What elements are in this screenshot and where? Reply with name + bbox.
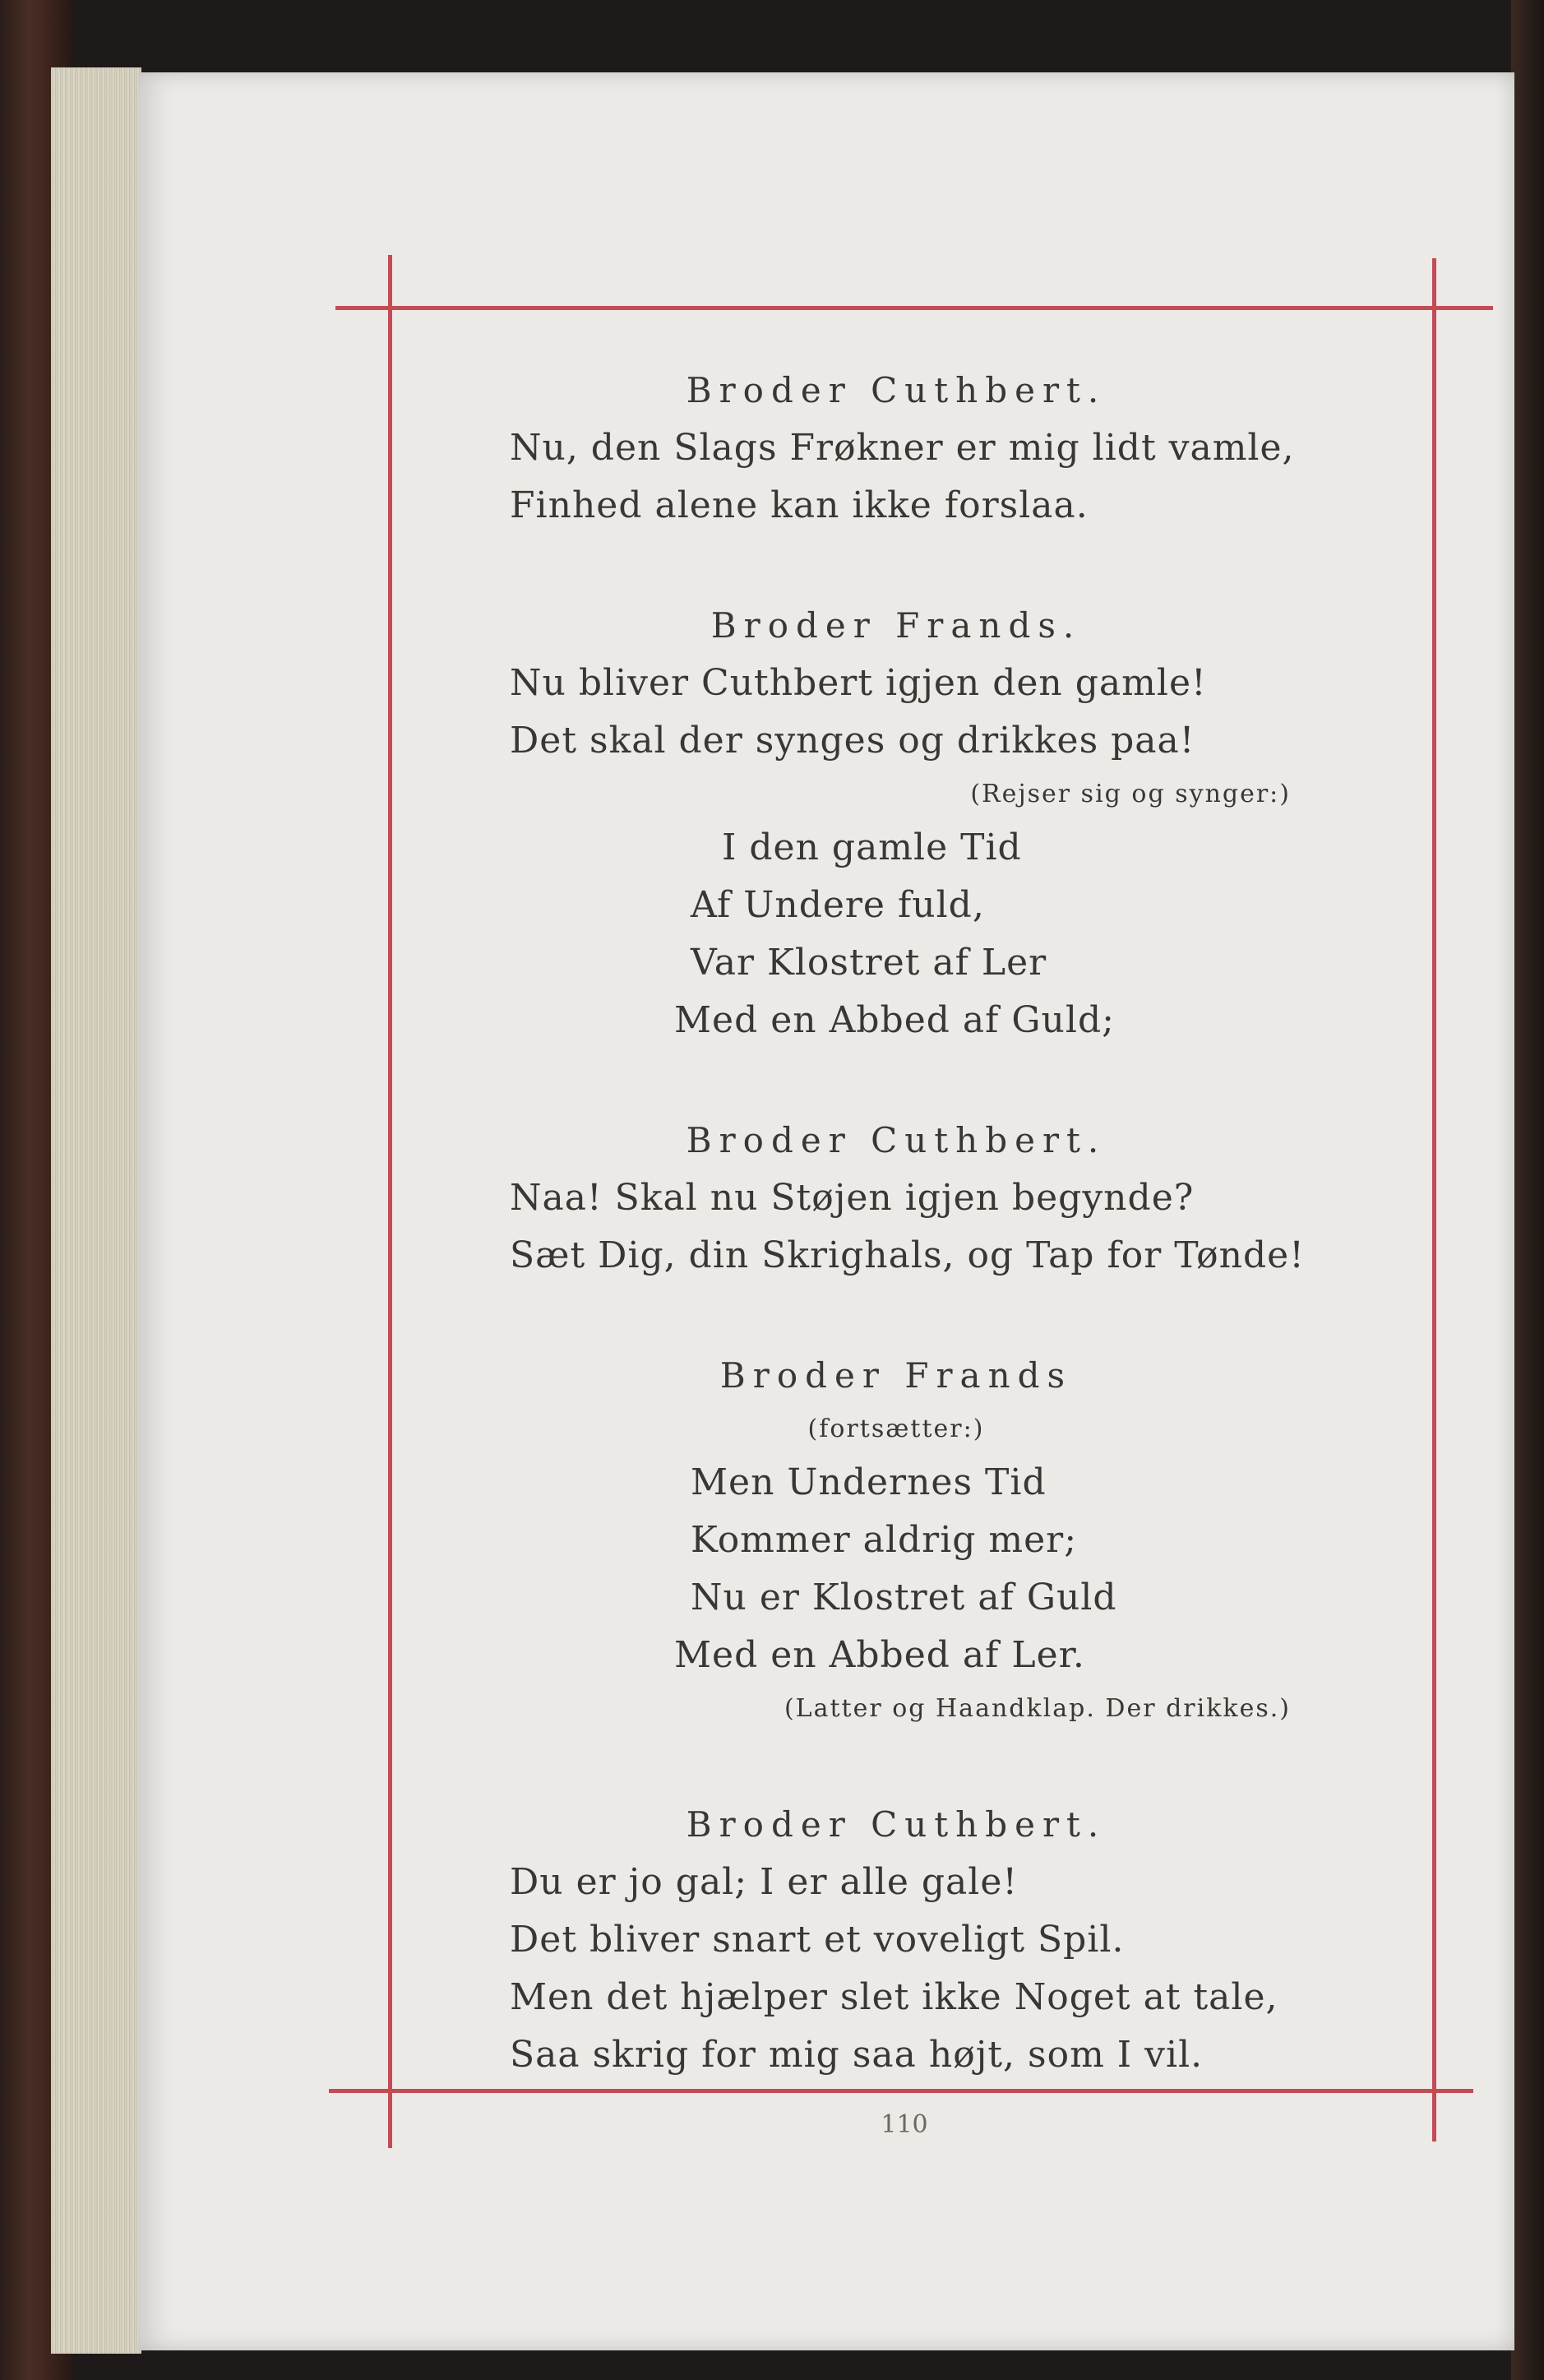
verse-line: Men det hjælper slet ikke Noget at tale, — [510, 1976, 1278, 2018]
verse-line: Sæt Dig, din Skrighals, og Tap for Tønde! — [510, 1234, 1305, 1276]
song-line: I den gamle Tid — [722, 827, 1022, 868]
song-line: Var Klostret af Ler — [691, 942, 1047, 984]
song-line: Med en Abbed af Guld; — [674, 999, 1115, 1041]
speaker-heading: Broder Cuthbert. — [686, 370, 1107, 410]
song-line: Af Undere fuld, — [691, 884, 985, 926]
border-left-rule — [388, 255, 392, 2148]
verse-line: Du er jo gal; I er alle gale! — [510, 1861, 1019, 1903]
page-number: 110 — [881, 2110, 928, 2139]
stage-direction: (Rejser sig og synger:) — [970, 780, 1291, 808]
stage-direction: (fortsætter:) — [807, 1415, 985, 1443]
speaker-heading: Broder Cuthbert. — [686, 1120, 1107, 1160]
verse-line: Det bliver snart et voveligt Spil. — [510, 1919, 1125, 1961]
stage-direction: (Latter og Haandklap. Der drikkes.) — [784, 1694, 1291, 1723]
book-binding-right — [1511, 0, 1544, 2380]
border-bottom-rule — [329, 2089, 1473, 2093]
song-line: Men Undernes Tid — [691, 1461, 1047, 1503]
border-top-rule — [335, 306, 1493, 310]
verse-line: Nu bliver Cuthbert igjen den gamle! — [510, 662, 1207, 704]
verse-line: Naa! Skal nu Støjen igjen begynde? — [510, 1177, 1195, 1219]
page-edges — [51, 67, 141, 2354]
verse-line: Det skal der synges og drikkes paa! — [510, 720, 1195, 762]
border-right-rule — [1432, 258, 1436, 2142]
song-line: Nu er Klostret af Guld — [691, 1577, 1117, 1618]
speaker-heading: Broder Frands — [719, 1355, 1073, 1396]
speaker-heading: Broder Frands. — [710, 605, 1082, 646]
verse-line: Finhed alene kan ikke forslaa. — [510, 484, 1089, 526]
verse-line: Nu, den Slags Frøkner er mig lidt vamle, — [510, 427, 1295, 469]
text-block — [510, 362, 1305, 2084]
verse-line: Saa skrig for mig saa højt, som I vil. — [510, 2034, 1204, 2076]
speaker-heading: Broder Cuthbert. — [686, 1804, 1107, 1845]
song-line: Med en Abbed af Ler. — [674, 1634, 1085, 1676]
song-line: Kommer aldrig mer; — [691, 1519, 1078, 1561]
